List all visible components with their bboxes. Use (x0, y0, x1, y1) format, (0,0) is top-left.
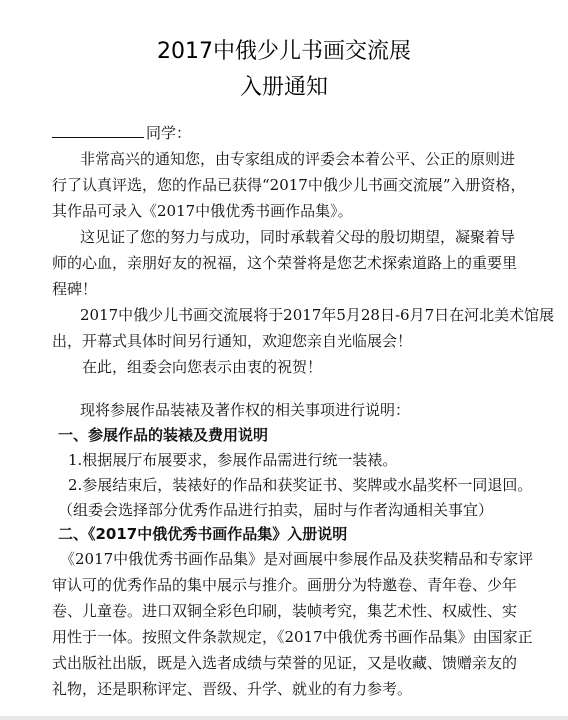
para1-line: 其作品可录入《2017中俄优秀书画作品集》。 (52, 202, 353, 220)
section2-line: 用性于一体。按照文件条款规定，《2017中俄优秀书画作品集》由国家正 (52, 628, 533, 646)
section2-line: 卷、儿童卷。进口双铜全彩色印刷，装帧考究，集艺术性、权威性、实 (52, 602, 518, 620)
section2-heading: 二、《2017中俄优秀书画作品集》入册说明 (58, 525, 348, 543)
section2-line: 式出版社出版，既是入选者成绩与荣誉的见证，又是收藏、馈赠亲友的 (52, 654, 518, 672)
para3-line: 出，开幕式具体时间另行通知，欢迎您亲自光临展会！ (52, 332, 413, 350)
intro-line: 现将参展作品装裱及著作权的相关事项进行说明： (80, 401, 411, 419)
section1-heading: 一、参展作品的装裱及费用说明 (58, 426, 269, 444)
section2-line: 《2017中俄优秀书画作品集》是对画展中参展作品及获奖精品和专家评 (60, 550, 534, 568)
para2-line: 程碑！ (52, 280, 98, 298)
para3-line: 2017中俄少儿书画交流展将于2017年5月28日-6月7日在河北美术馆展 (80, 306, 555, 324)
salutation-line (52, 123, 191, 143)
salutation: 同学： (146, 124, 192, 142)
name-blank (52, 123, 144, 138)
para2-line: 师的心血，亲朋好友的祝福，这个荣誉将是您艺术探索道路上的重要里 (52, 254, 518, 272)
para1-line: 非常高兴的通知您，由专家组成的评委会本着公平、公正的原则进 (80, 150, 516, 168)
section1-item: 2.参展结束后，装裱好的作品和获奖证书、奖牌或水晶奖杯一同退回。 (68, 476, 533, 494)
section1-item: 1.根据展厅布展要求，参展作品需进行统一装裱。 (68, 451, 398, 469)
document-subtitle: 入册通知 (239, 75, 328, 100)
section2-line: 审认可的优秀作品的集中展示与推介。画册分为特邀卷、青年卷、少年 (52, 576, 518, 594)
document-title: 2017中俄少儿书画交流展 (157, 39, 411, 64)
page-bottom-edge (0, 716, 568, 720)
congrats-line: 在此，组委会向您表示由衷的祝贺！ (82, 358, 323, 376)
para1-line: 行了认真评选，您的作品已获得“2017中俄少儿书画交流展”入册资格， (52, 176, 526, 194)
section2-line: 礼物，还是职称评定、晋级、升学、就业的有力参考。 (52, 680, 413, 698)
para2-line: 这见证了您的努力与成功，同时承载着父母的殷切期望，凝聚着导 (80, 228, 516, 246)
section1-note: （组委会选择部分优秀作品进行拍卖，届时与作者沟通相关事宜） (58, 501, 494, 519)
